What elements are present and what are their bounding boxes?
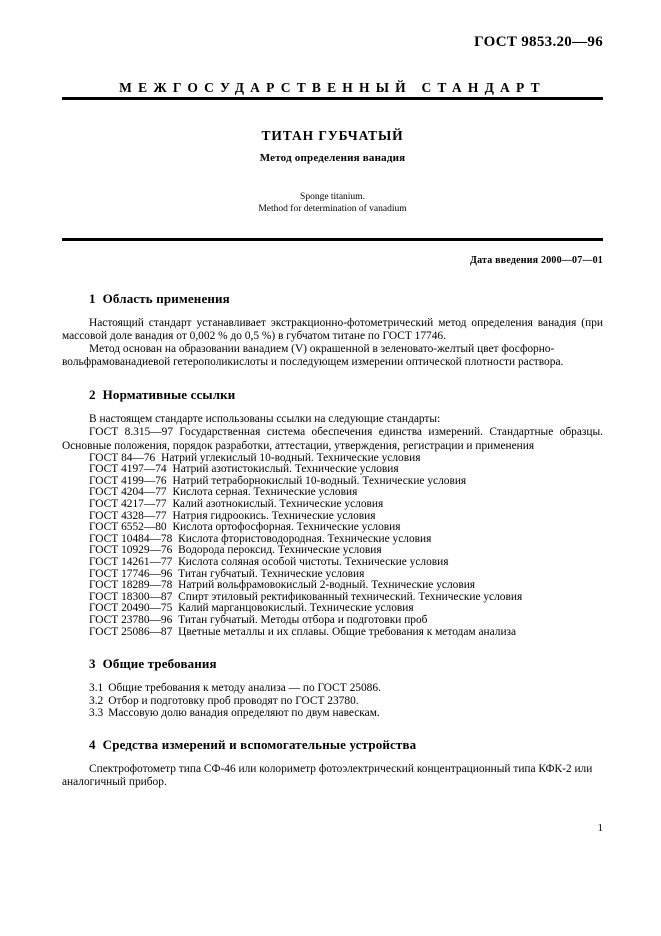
- reference-title: Натрия гидроокись. Технические условия: [169, 509, 376, 522]
- section-title-2: Нормативные ссылки: [102, 387, 236, 403]
- item-number: 3.1: [89, 682, 104, 695]
- normative-reference-item: [62, 627, 603, 639]
- reference-title: Натрий азотистокислый. Технические условия: [169, 463, 399, 476]
- reference-code: ГОСТ 10929—76: [89, 544, 173, 557]
- spacer: [62, 369, 603, 386]
- section-title-3: Общие требования: [102, 656, 217, 672]
- reference-code: ГОСТ 6552—80: [89, 521, 167, 534]
- section-title-4: Средства измерений и вспомогательные устройства: [102, 737, 417, 753]
- english-title-block: [62, 192, 603, 215]
- reference-title: Натрий вольфрамовокислый 2-водный. Технические условия: [175, 579, 476, 592]
- gost-number: ГОСТ 9853.20—96: [474, 34, 603, 50]
- header-rule-top: [62, 97, 603, 100]
- spacer: [62, 403, 603, 413]
- reference-code: ГОСТ 18300—87: [89, 590, 173, 603]
- reference-title: Натрий углекислый 10-водный. Технические условия: [158, 451, 421, 464]
- spacer: [62, 307, 603, 317]
- reference-code: ГОСТ 84—76: [89, 451, 156, 464]
- section-title-1: Область применения: [102, 291, 230, 306]
- header-rule-bottom: [62, 238, 603, 241]
- section-2-paragraph-1: В настоящем стандарте использованы ссылки на следующие стандарты:: [89, 413, 441, 426]
- reference-title: Титан губчатый. Технические условия: [175, 567, 365, 580]
- section-heading-1: [62, 290, 603, 307]
- section-number-2: 2: [89, 387, 96, 403]
- reference-title: Спирт этиловый ректификованный технический. Технические условия: [175, 590, 523, 603]
- spacer: [62, 719, 603, 736]
- reference-code: ГОСТ 4204—77: [89, 486, 167, 499]
- reference-code: ГОСТ 18289—78: [89, 579, 173, 592]
- reference-code: ГОСТ 4328—77: [89, 509, 167, 522]
- item-text: Общие требования к методу анализа — по ГОСТ 25086.: [108, 682, 381, 695]
- reference-title: Кислота соляная особой чистоты. Технические условия: [175, 556, 449, 568]
- introduction-date: Дата введения 2000—07—01: [470, 255, 603, 266]
- reference-title: Натрий тетраборнокислый 10-водный. Технические условия: [169, 474, 467, 487]
- reference-code: ГОСТ 20490—75: [89, 602, 173, 615]
- reference-title: Водорода пероксид. Технические условия: [175, 544, 382, 557]
- reference-code: ГОСТ 14261—77: [89, 556, 173, 568]
- section-2-paragraph-2: ГОСТ 8.315—97 Государственная система обеспечения единства измерений. Стандартные образцы. Основные положения, порядок разработки, аттестации, утверждения, регистрации и применения: [62, 426, 603, 452]
- item-number: 3.3: [89, 706, 104, 719]
- section-heading-3: [62, 655, 603, 672]
- section-number-3: 3: [89, 656, 96, 672]
- section-3-item: [62, 682, 603, 694]
- spacer: [62, 638, 603, 655]
- page-number: 1: [597, 822, 603, 834]
- normative-reference-list: [62, 453, 603, 639]
- section-1-paragraph-2: Метод основан на образовании ванадием (V) окрашенной в зеленовато-желтый цвет фосфорно-вольфрамованадиевой гетерополикислоты и последующем измерении оптической плотности раствора.: [62, 343, 564, 369]
- reference-code: ГОСТ 4217—77: [89, 498, 167, 511]
- reference-title: Титан губчатый. Методы отбора и подготовки проб: [175, 613, 428, 626]
- reference-code: ГОСТ 4197—74: [89, 463, 167, 476]
- reference-title: Цветные металлы и их сплавы. Общие требования к методам анализа: [175, 625, 517, 638]
- spacer: [62, 753, 603, 763]
- reference-title: Калий азотнокислый. Технические условия: [169, 498, 384, 511]
- reference-code: ГОСТ 10484—78: [89, 532, 173, 545]
- section-heading-4: [62, 736, 603, 753]
- english-title-line-2: Method for determination of vanadium: [258, 203, 407, 214]
- standard-banner: МЕЖГОСУДАРСТВЕННЫЙ СТАНДАРТ: [119, 80, 546, 95]
- english-title-line-1: Sponge titanium.: [300, 192, 365, 202]
- reference-code: ГОСТ 23780—96: [89, 613, 173, 626]
- reference-title: Калий марганцовокислый. Технические условия: [175, 602, 414, 615]
- reference-code: ГОСТ 25086—87: [89, 625, 173, 638]
- section-3-item: [62, 707, 603, 719]
- reference-code: ГОСТ 4199—76: [89, 474, 167, 487]
- reference-code: ГОСТ 17746—96: [89, 567, 173, 580]
- reference-title: Кислота фтористоводородная. Технические условия: [175, 532, 432, 545]
- reference-title: Кислота ортофосфорная. Технические условия: [169, 521, 401, 534]
- section-number-1: 1: [89, 291, 96, 306]
- reference-title: Кислота серная. Технические условия: [169, 486, 358, 499]
- page-title: ТИТАН ГУБЧАТЫЙ: [261, 128, 404, 143]
- section-number-4: 4: [89, 737, 96, 753]
- section-heading-2: [62, 386, 603, 403]
- section-3-item: [62, 695, 603, 707]
- section-3-item-list: [62, 682, 603, 719]
- item-text: Массовую долю ванадия определяют по двум навескам.: [108, 706, 380, 719]
- spacer: [62, 672, 603, 682]
- section-4-paragraph-1: Спектрофотометр типа СФ-46 или колориметр фотоэлектрический концентрационный типа КФК-2 или аналогичный прибор.: [62, 763, 593, 789]
- item-text: Отбор и подготовку проб проводят по ГОСТ 23780.: [108, 694, 359, 707]
- section-1-paragraph-1: Настоящий стандарт устанавливает экстракционно-фотометрический метод определения ванадия (при массовой доле ванадия от 0,002 % до 0,5 %) в губчатом титане по ГОСТ 17746.: [62, 317, 603, 343]
- page-subtitle: Метод определения ванадия: [259, 152, 406, 164]
- document-body: [62, 290, 603, 790]
- item-number: 3.2: [89, 694, 104, 707]
